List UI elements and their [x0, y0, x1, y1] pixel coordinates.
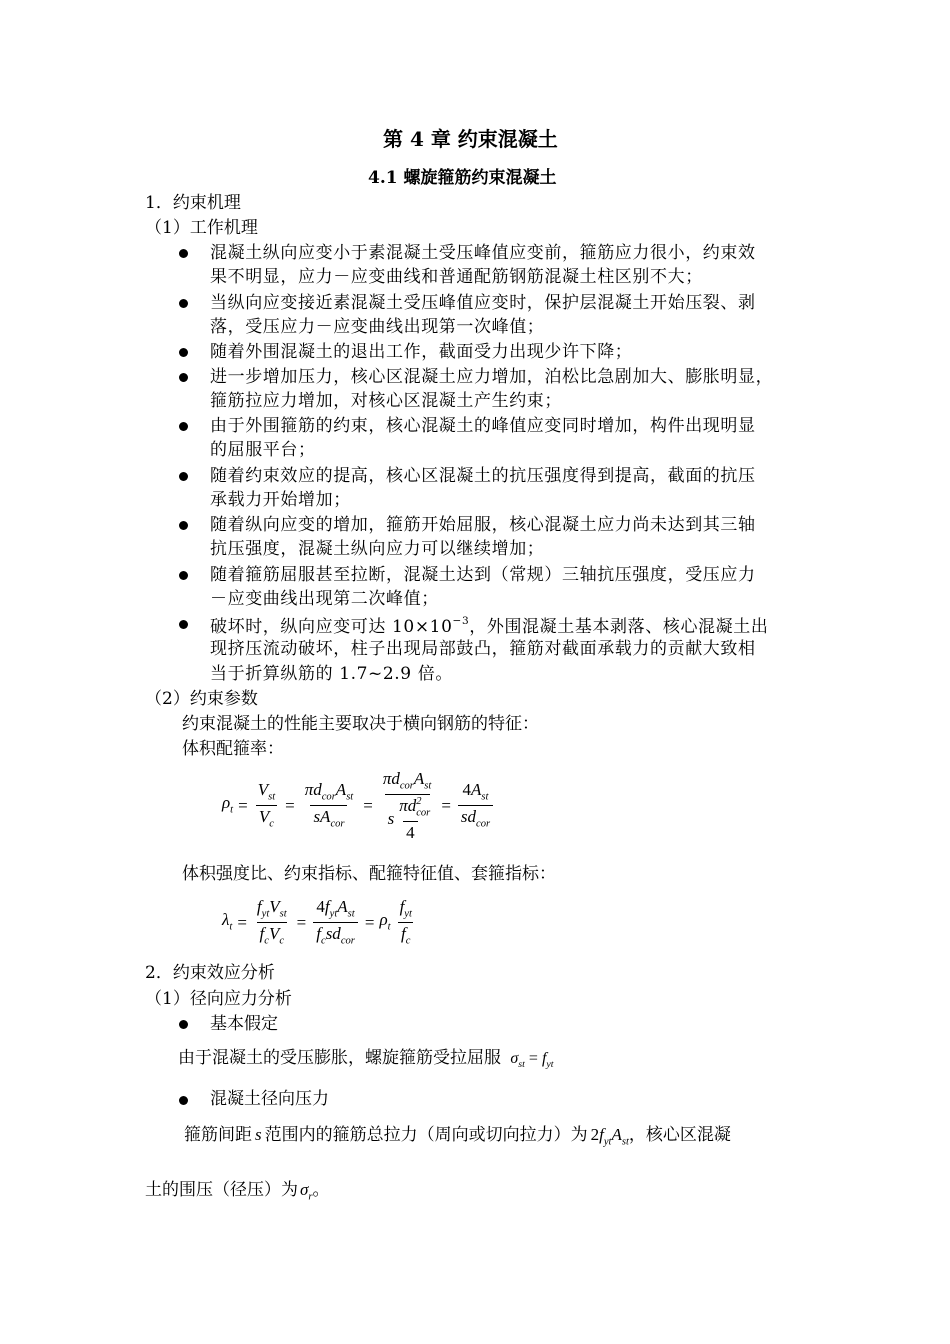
bullet-text: 果不明显，应力－应变曲线和普通配筋钢筋混凝土柱区别不大；	[210, 267, 703, 287]
bullet-text: 随着约束效应的提高，核心区混凝土的抗压强度得到提高，截面的抗压	[210, 466, 756, 486]
bullet-dot	[179, 1020, 188, 1029]
bullet-text: －应变曲线出现第二次峰值；	[210, 589, 439, 609]
bullet-dot	[179, 521, 188, 530]
bullet-text: 承载力开始增加；	[210, 490, 351, 510]
heading-effect-analysis: 2．约束效应分析	[145, 963, 275, 983]
bullet-dot	[179, 620, 188, 629]
heading-mechanism: 1．约束机理	[145, 193, 241, 213]
paragraph-params: 约束混凝土的性能主要取决于横向钢筋的特征：	[182, 714, 539, 734]
bullet-text: 混凝土纵向应变小于素混凝土受压峰值应变前，箍筋应力很小，约束效	[210, 243, 756, 263]
bullet-text: 抗压强度，混凝土纵向应力可以继续增加；	[210, 539, 545, 559]
bullet-dot	[179, 299, 188, 308]
formula-strength-ratio: $\lambda_t$ = $\frac{f_{yt}V_{st}}{f_cV_c}$ = $\frac{4f_{yt}A_{st}}{f_csd_{cor}}$ = $\rho_t$ $\frac{f_{yt}}{f_c}$	[222, 897, 412, 947]
section-title: 4.1 螺旋箍筋约束混凝土	[368, 168, 557, 188]
bullet-text: 当纵向应变接近素混凝土受压峰值应变时，保护层混凝土开始压裂、剥	[210, 293, 756, 313]
paragraph-assumption: 由于混凝土的受压膨胀，螺旋箍筋受拉屈服 $\sigma_{st} = f_{yt}$	[178, 1048, 554, 1071]
bullet-dot	[179, 571, 188, 580]
bullet-text: 随着外围混凝土的退出工作，截面受力出现少许下降；	[210, 342, 633, 362]
bullet-text: 落，受压应力－应变曲线出现第一次峰值；	[210, 317, 545, 337]
paragraph-radial: 箍筋间距 s 范围内的箍筋总拉力（周向或切向拉力）为 $2f_{yt}A_{st}$，核心区混凝	[184, 1125, 731, 1148]
bullet-text: 随着纵向应变的增加，箍筋开始屈服，核心混凝土应力尚未达到其三轴	[210, 515, 756, 535]
paragraph-radial-cont: 土的围压（径压）为 $\sigma_r$。	[145, 1180, 330, 1203]
bullet-dot	[179, 348, 188, 357]
bullet-dot	[179, 373, 188, 382]
bullet-text: 进一步增加压力，核心区混凝土应力增加，泊松比急剧加大、膨胀明显，	[210, 367, 774, 387]
subheading-working: （1）工作机理	[145, 218, 258, 238]
bullet-text: 的屈服平台；	[210, 440, 316, 460]
bullet-dot	[179, 422, 188, 431]
paragraph-strength-ratio: 体积强度比、约束指标、配箍特征值、套箍指标：	[182, 864, 556, 884]
bullet-text: 破坏时，纵向应变可达 $10\times 10^{-3}$，外围混凝土基本剥落、核心混凝土出	[210, 615, 769, 637]
bullet-text: 当于折算纵筋的 1.7~2.9 倍。	[210, 664, 453, 684]
bullet-text: 随着箍筋屈服甚至拉断，混凝土达到（常规）三轴抗压强度，受压应力	[210, 565, 756, 585]
subheading-params: （2）约束参数	[145, 689, 258, 709]
subheading-radial: （1）径向应力分析	[145, 989, 292, 1009]
bullet-text: 现挤压流动破坏，柱子出现局部鼓凸，箍筋对截面承载力的贡献大致相	[210, 639, 756, 659]
bullet-dot	[179, 249, 188, 258]
bullet-radial-pressure: 混凝土径向压力	[210, 1089, 329, 1109]
bullet-assumption: 基本假定	[210, 1014, 278, 1034]
paragraph-volume-ratio: 体积配箍率：	[182, 739, 284, 759]
bullet-dot	[179, 472, 188, 481]
bullet-text: 由于外围箍筋的约束，核心混凝土的峰值应变同时增加，构件出现明显	[210, 416, 756, 436]
bullet-dot	[179, 1096, 188, 1105]
bullet-text: 箍筋拉应力增加，对核心区混凝土产生约束；	[210, 391, 562, 411]
chapter-title: 第 4 章 约束混凝土	[383, 127, 558, 151]
formula-volume-ratio: $\rho_t$ = $\frac{V_{st}}{V_c}$ = $\frac{\pi d_{cor}A_{st}}{sA_{cor}}$ = $\pi d_{cor}A_{st}$ s $\frac{\pi d_{cor}^2}{4}$ = $\frac{4A_{st}}{sd_{cor}}$	[222, 770, 495, 841]
